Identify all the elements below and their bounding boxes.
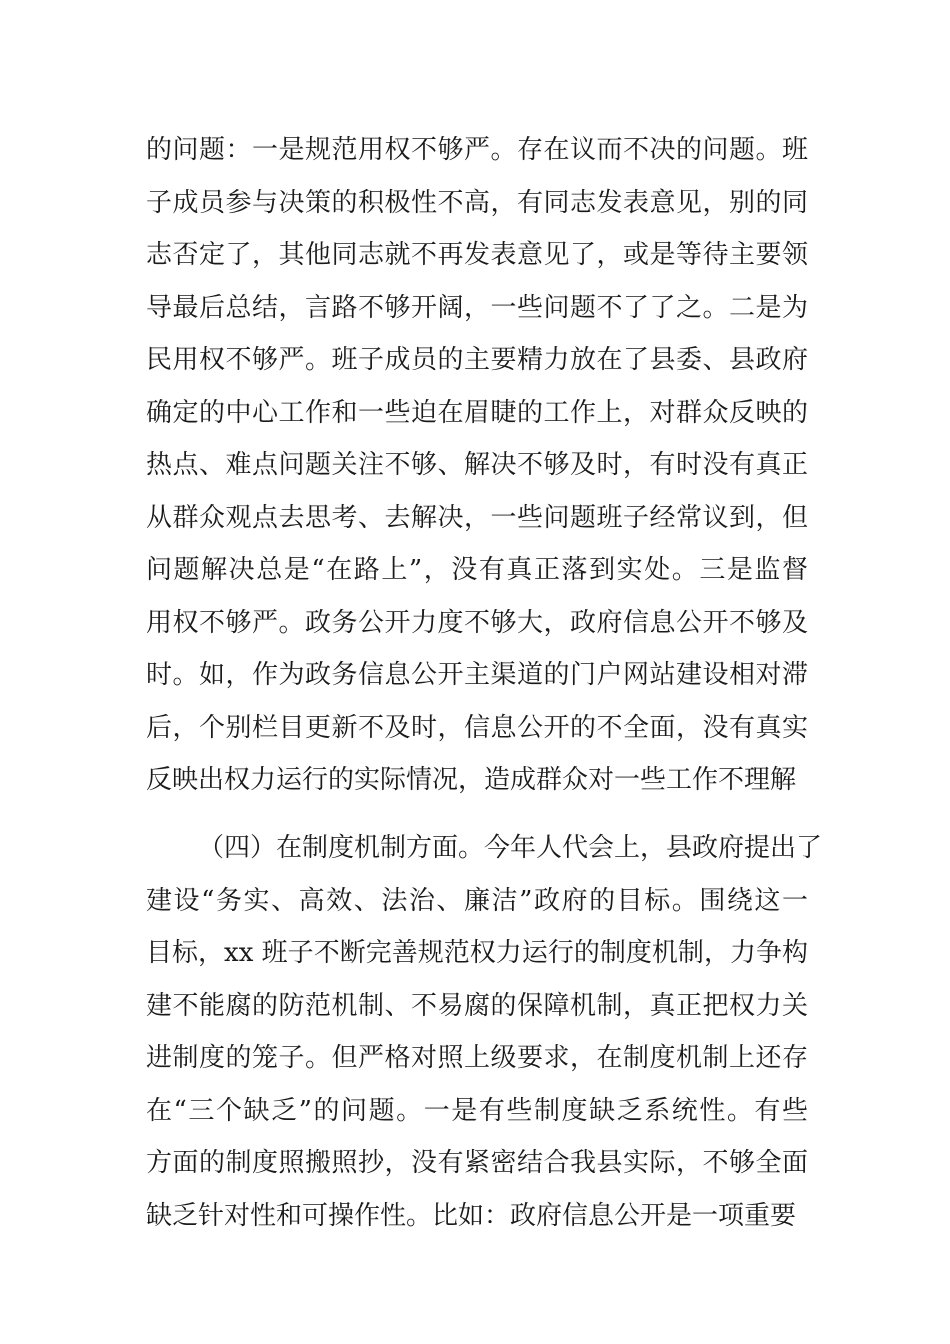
text-line: 热点、难点问题关注不够、解决不够及时，有时没有真正 — [146, 450, 808, 480]
text-line: 用权不够严。政务公开力度不够大，政府信息公开不够及 — [146, 607, 808, 638]
text-line: 建不能腐的防范机制、不易腐的保障机制，真正把权力关 — [146, 990, 808, 1021]
text-line: 从群众观点去思考、去解决，一些问题班子经常议到，但 — [146, 502, 808, 533]
text-line: （四）在制度机制方面。今年人代会上，县政府提出了 — [198, 833, 823, 863]
text-line: 问题解决总是“在路上”，没有真正落到实处。三是监督 — [146, 555, 808, 585]
text-line: 导最后总结，言路不够开阔，一些问题不了了之。二是为 — [146, 292, 808, 323]
text-line: 进制度的笼子。但严格对照上级要求，在制度机制上还存 — [146, 1043, 808, 1073]
text-line: 反映出权力运行的实际情况，造成群众对一些工作不理解 — [146, 765, 797, 795]
text-line: 建设“务实、高效、法治、廉洁”政府的目标。围绕这一 — [146, 885, 808, 916]
paragraph-institutional-mechanism — [146, 822, 823, 1242]
text-line: 缺乏针对性和可操作性。比如：政府信息公开是一项重要 — [146, 1200, 797, 1231]
text-line: 时。如，作为政务信息公开主渠道的门户网站建设相对滞 — [146, 660, 808, 690]
text-line: 的问题：一是规范用权不够严。存在议而不决的问题。班 — [146, 135, 808, 165]
text-line: 志否定了，其他同志就不再发表意见了，或是等待主要领 — [146, 240, 808, 270]
text-line: 方面的制度照搬照抄，没有紧密结合我县实际，不够全面 — [146, 1148, 808, 1178]
text-line: 子成员参与决策的积极性不高，有同志发表意见，别的同 — [146, 187, 808, 218]
text-line: 确定的中心工作和一些迫在眉睫的工作上，对群众反映的 — [146, 397, 808, 428]
text-line: 后，个别栏目更新不及时，信息公开的不全面，没有真实 — [146, 712, 808, 743]
text-line: 在“三个缺乏”的问题。一是有些制度缺乏系统性。有些 — [146, 1095, 808, 1126]
text-line: 目标，xx 班子不断完善规范权力运行的制度机制，力争构 — [146, 938, 808, 968]
text-line: 民用权不够严。班子成员的主要精力放在了县委、县政府 — [146, 345, 808, 375]
paragraph-power-usage — [146, 124, 808, 807]
